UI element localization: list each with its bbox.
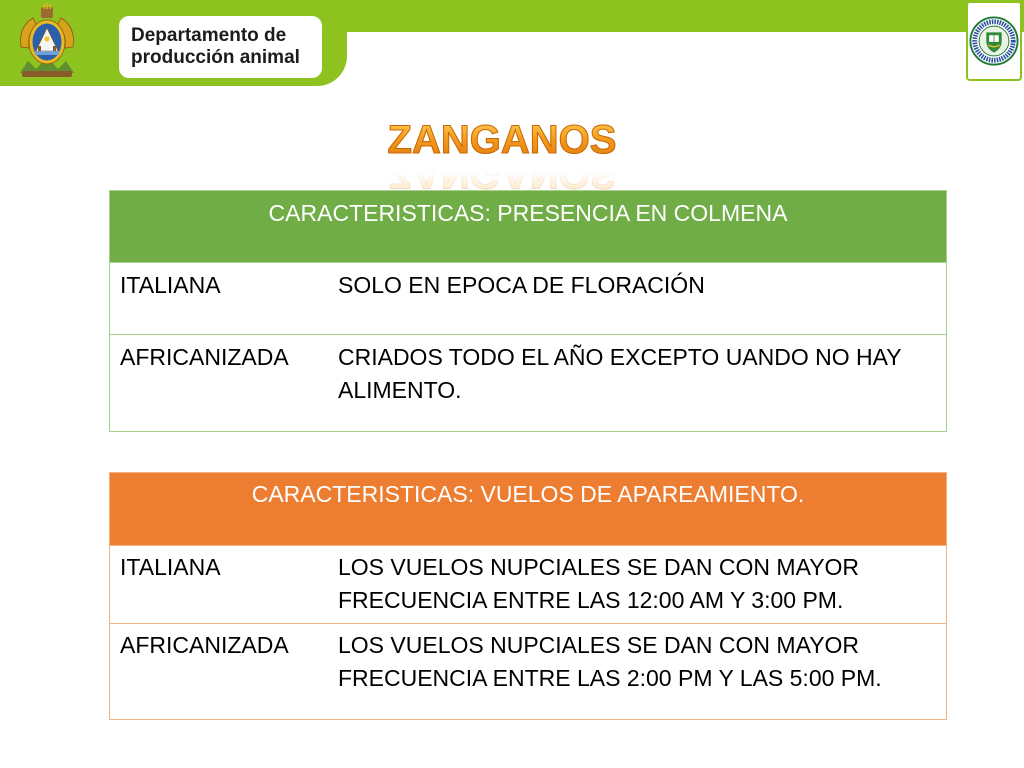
breed-cell: ITALIANA xyxy=(120,554,221,580)
mating-flights-table xyxy=(109,472,947,720)
table-row xyxy=(110,262,946,334)
department-label: Departamento de producción animal xyxy=(131,25,300,68)
presence-table xyxy=(109,190,947,432)
description-cell: CRIADOS TODO EL AÑO EXCEPTO UANDO NO HAY ALIMENTO. xyxy=(338,344,902,403)
table-header: CARACTERISTICAS: PRESENCIA EN COLMENA xyxy=(110,191,946,262)
table-row xyxy=(110,545,946,623)
breed-cell: AFRICANIZADA xyxy=(120,344,289,370)
table-row xyxy=(110,623,946,719)
breed-cell: ITALIANA xyxy=(120,272,221,298)
university-seal-icon xyxy=(966,1,1022,81)
coat-of-arms-icon xyxy=(16,3,78,79)
slide-title: ZANGANOS xyxy=(0,118,1004,162)
description-cell: LOS VUELOS NUPCIALES SE DAN CON MAYOR FRECUENCIA ENTRE LAS 12:00 AM Y 3:00 PM. xyxy=(338,554,860,613)
table-row xyxy=(110,334,946,431)
description-cell: SOLO EN EPOCA DE FLORACIÓN xyxy=(338,272,705,298)
breed-cell: AFRICANIZADA xyxy=(120,632,289,658)
table-header: CARACTERISTICAS: VUELOS DE APAREAMIENTO. xyxy=(110,473,946,545)
description-cell: LOS VUELOS NUPCIALES SE DAN CON MAYOR FRECUENCIA ENTRE LAS 2:00 PM Y LAS 5:00 PM. xyxy=(338,632,882,691)
